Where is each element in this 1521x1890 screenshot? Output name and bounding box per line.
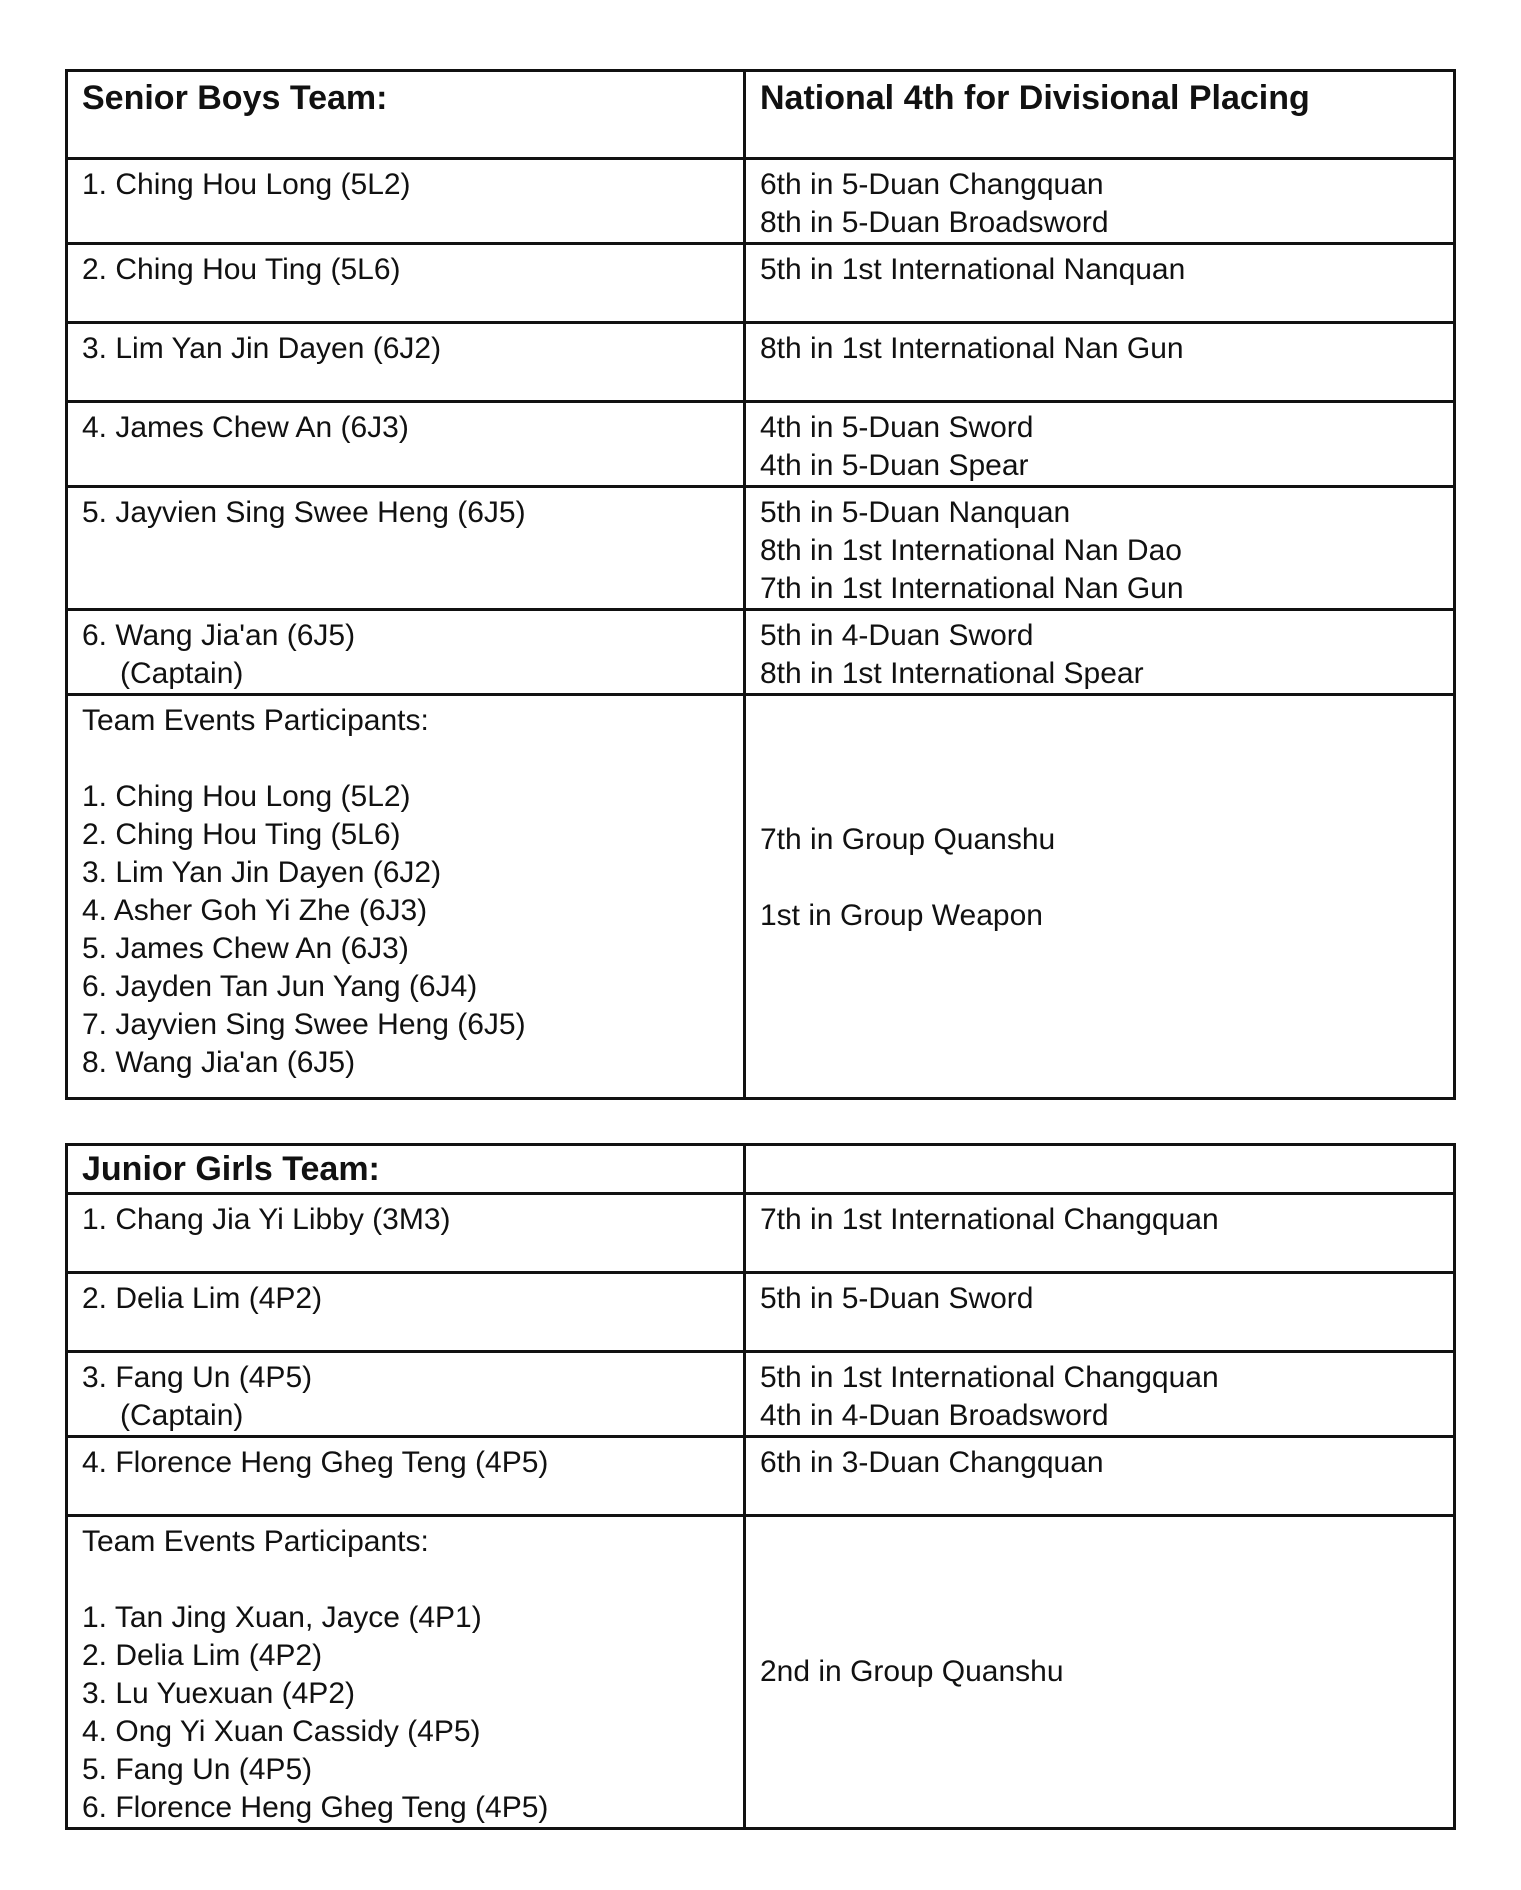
table-row — [67, 159, 1455, 244]
placing-heading: National 4th for Divisional Placing — [760, 79, 1310, 117]
team-results-cell — [745, 1516, 1455, 1829]
results-cell — [745, 323, 1455, 402]
table-header-row — [67, 1145, 1455, 1194]
member-cell — [67, 244, 745, 323]
placing-heading-cell — [745, 71, 1455, 159]
team-heading: Senior Boys Team: — [82, 79, 388, 117]
team-member: 2. Delia Lim (4P2) — [82, 1639, 323, 1672]
team-member: 6. Florence Heng Gheg Teng (4P5) — [82, 1791, 549, 1824]
table-row — [67, 1273, 1455, 1352]
results-cell — [745, 1437, 1455, 1516]
team-member: 4. Asher Goh Yi Zhe (6J3) — [82, 894, 428, 927]
result-line: 5th in 4-Duan Sword — [760, 619, 1034, 652]
member-name: 3. Fang Un (4P5) — [82, 1361, 313, 1394]
team-events-label: Team Events Participants: — [82, 1525, 429, 1558]
result-line: 8th in 1st International Nan Gun — [760, 332, 1184, 365]
team-member: 8. Wang Jia'an (6J5) — [82, 1046, 356, 1079]
placing-heading-cell — [745, 1145, 1455, 1194]
table-row — [67, 610, 1455, 695]
results-cell — [745, 1194, 1455, 1273]
result-line: 5th in 5-Duan Sword — [760, 1282, 1034, 1315]
result-line: 8th in 5-Duan Broadsword — [760, 206, 1109, 239]
member-cell — [67, 610, 745, 695]
team-member: 5. Fang Un (4P5) — [82, 1753, 313, 1786]
table-row — [67, 244, 1455, 323]
results-cell — [745, 1273, 1455, 1352]
results-cell — [745, 487, 1455, 610]
result-line: 7th in 1st International Nan Gun — [760, 572, 1184, 605]
team-events-row — [67, 695, 1455, 1099]
table-row — [67, 1352, 1455, 1437]
team-member: 3. Lu Yuexuan (4P2) — [82, 1677, 355, 1710]
results-cell — [745, 244, 1455, 323]
team-heading: Junior Girls Team: — [82, 1150, 380, 1188]
results-cell — [745, 159, 1455, 244]
table-row — [67, 402, 1455, 487]
team-member: 1. Ching Hou Long (5L2) — [82, 780, 411, 813]
team-result: 1st in Group Weapon — [760, 898, 1043, 932]
captain-note: (Captain) — [120, 1399, 244, 1432]
member-cell — [67, 402, 745, 487]
team-member: 3. Lim Yan Jin Dayen (6J2) — [82, 856, 442, 889]
team-events-cell — [67, 1516, 745, 1829]
team-events-label: Team Events Participants: — [82, 704, 429, 737]
junior-girls-table — [65, 1143, 1456, 1830]
captain-note: (Captain) — [120, 657, 244, 690]
member-cell — [67, 323, 745, 402]
team-member: 4. Ong Yi Xuan Cassidy (4P5) — [82, 1715, 481, 1748]
table-header-row — [67, 71, 1455, 159]
result-line: 8th in 1st International Nan Dao — [760, 534, 1182, 567]
member-name: 2. Delia Lim (4P2) — [82, 1282, 323, 1315]
table-row — [67, 1437, 1455, 1516]
member-name: 3. Lim Yan Jin Dayen (6J2) — [82, 332, 442, 365]
member-cell — [67, 487, 745, 610]
result-line: 4th in 4-Duan Broadsword — [760, 1399, 1109, 1432]
member-cell — [67, 1194, 745, 1273]
result-line: 7th in 1st International Changquan — [760, 1203, 1219, 1236]
team-heading-cell — [67, 71, 745, 159]
result-line: 6th in 3-Duan Changquan — [760, 1446, 1104, 1479]
result-line: 5th in 1st International Nanquan — [760, 253, 1186, 286]
team-member: 6. Jayden Tan Jun Yang (6J4) — [82, 970, 478, 1003]
result-line: 5th in 5-Duan Nanquan — [760, 496, 1071, 529]
result-line: 6th in 5-Duan Changquan — [760, 168, 1104, 201]
results-cell — [745, 610, 1455, 695]
result-line: 8th in 1st International Spear — [760, 657, 1144, 690]
result-line: 5th in 1st International Changquan — [760, 1361, 1219, 1394]
table-row — [67, 487, 1455, 610]
member-cell — [67, 1273, 745, 1352]
member-cell — [67, 159, 745, 244]
result-line: 4th in 5-Duan Sword — [760, 411, 1034, 444]
member-name: 1. Chang Jia Yi Libby (3M3) — [82, 1203, 451, 1236]
team-events-cell — [67, 695, 745, 1099]
team-heading-cell — [67, 1145, 745, 1194]
member-cell — [67, 1352, 745, 1437]
member-name: 5. Jayvien Sing Swee Heng (6J5) — [82, 496, 526, 529]
member-name: 2. Ching Hou Ting (5L6) — [82, 253, 401, 286]
member-name: 4. James Chew An (6J3) — [82, 411, 409, 444]
table-row — [67, 323, 1455, 402]
results-cell — [745, 402, 1455, 487]
team-member: 2. Ching Hou Ting (5L6) — [82, 818, 401, 851]
team-result: 2nd in Group Quanshu — [760, 1655, 1064, 1688]
member-name: 6. Wang Jia'an (6J5) — [82, 619, 356, 652]
result-line: 4th in 5-Duan Spear — [760, 449, 1029, 482]
team-member: 1. Tan Jing Xuan, Jayce (4P1) — [82, 1601, 482, 1634]
table-row — [67, 1194, 1455, 1273]
team-result: 7th in Group Quanshu — [760, 822, 1056, 856]
team-events-row — [67, 1516, 1455, 1829]
senior-boys-table — [65, 69, 1456, 1100]
team-member: 7. Jayvien Sing Swee Heng (6J5) — [82, 1008, 526, 1041]
member-cell — [67, 1437, 745, 1516]
member-name: 1. Ching Hou Long (5L2) — [82, 168, 411, 201]
team-member: 5. James Chew An (6J3) — [82, 932, 409, 965]
member-name: 4. Florence Heng Gheg Teng (4P5) — [82, 1446, 549, 1479]
results-cell — [745, 1352, 1455, 1437]
team-results-cell — [745, 695, 1455, 1099]
